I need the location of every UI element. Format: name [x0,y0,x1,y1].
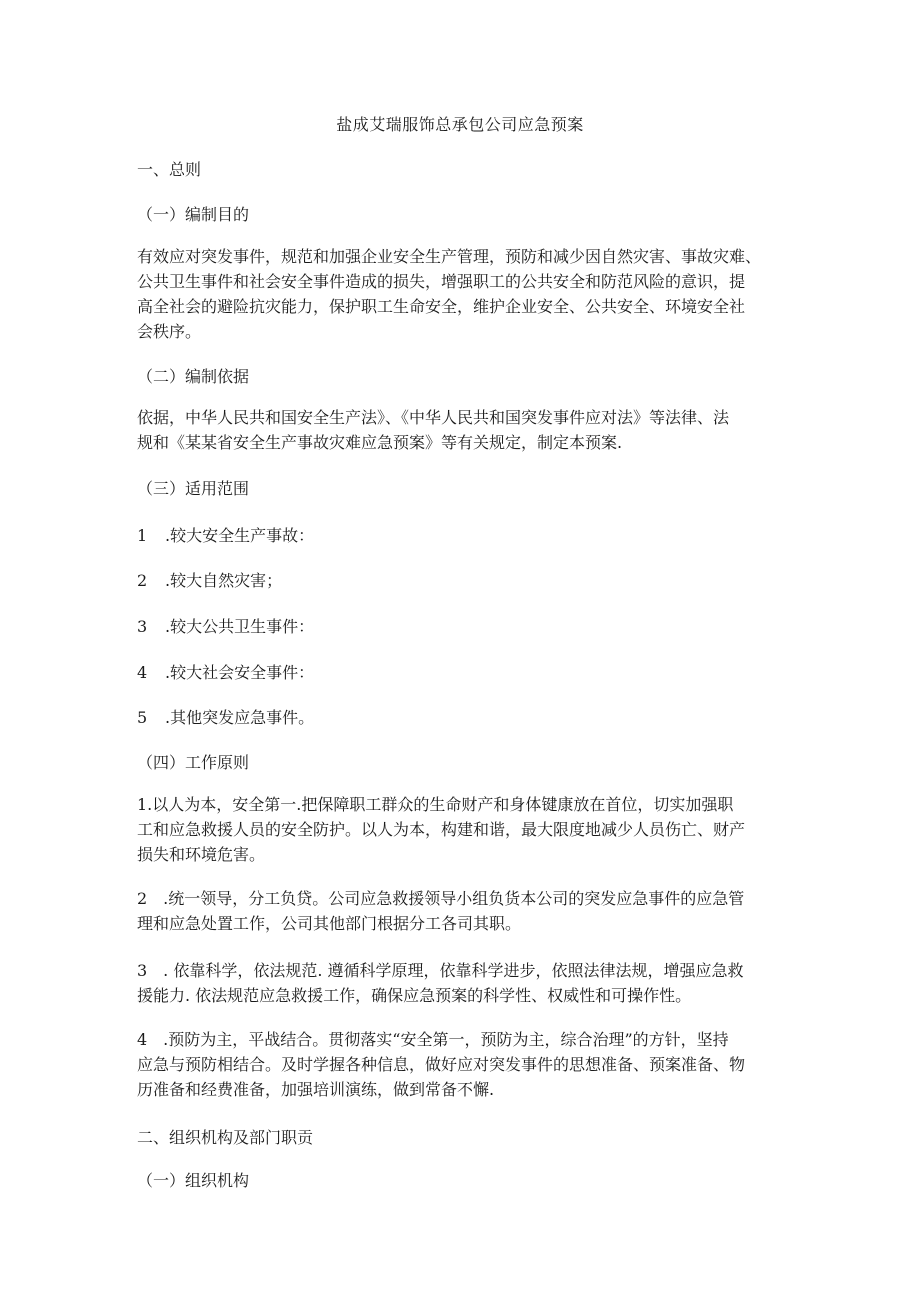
principle-3-paragraph [137,958,785,1008]
paragraph-line: 3 . 依靠科学，依法规范. 遵循科学原理，依靠科学进步，依照法律法规，增强应急救 [137,961,744,980]
scope-item [137,568,282,591]
paragraph-line: 应急与预防相结合。及时学握各种信息，做好应对突发事件的思想准备、预案准备、物 [137,1055,746,1074]
basis-paragraph [137,405,785,455]
scope-item-text: .较大安全生产事故： [165,526,315,545]
principle-4-paragraph [137,1027,785,1102]
document-title: 盐成艾瑞服饰总承包公司应急预案 [336,115,584,134]
section-1-3-heading: （三）适用范围 [137,479,250,498]
scope-item-text: .较大公共卫生事件： [165,617,315,636]
principle-1-paragraph [137,792,785,867]
paragraph-line: 理和应急处置工作，公司其他部门根据分工各司其职。 [137,914,522,933]
paragraph-line: 损失和环境危害。 [137,845,266,864]
paragraph-line: 规和《某某省安全生产事故灾难应急预案》等有关规定，制定本预案. [137,433,623,452]
paragraph-line: 2 .统一领导，分工负贷。公司应急救援领导小组负货本公司的突发应急事件的应急管 [137,889,745,908]
scope-item-text: .其他突发应急事件。 [165,708,315,727]
scope-item-number: 3 [137,617,148,636]
paragraph-line: 1.以人为本，安全第一.把保障职工群众的生命财产和身体键康放在首位，切实加强职 [137,795,734,814]
scope-item-number: 5 [137,708,148,727]
purpose-paragraph [137,244,785,344]
scope-item-number: 2 [137,571,148,590]
scope-item [137,523,314,546]
scope-item-number: 1 [137,526,148,545]
scope-item [137,614,314,637]
principle-2-paragraph [137,886,785,936]
section-1-1-heading: （一）编制目的 [137,205,250,224]
section-1-4-heading: （四）工作原则 [137,753,250,772]
scope-item-number: 4 [137,663,148,682]
paragraph-line: 公共卫生事件和社会安全事件造成的损失，增强职工的公共安全和防范风险的意识，提 [137,272,746,291]
paragraph-line: 援能力. 依法规范应急救援工作，确保应急预案的科学性、权威性和可操作性。 [137,986,692,1005]
paragraph-line: 高全社会的避险抗灾能力，保护职工生命安全，维护企业安全、公共安全、环境安全社 [137,297,746,316]
scope-item [137,660,314,683]
paragraph-line: 工和应急救援人员的安全防护。以人为本，构建和谐，最大限度地减少人员伤亡、财产 [137,820,746,839]
paragraph-line: 依据，中华人民共和国安全生产法》、《中华人民共和国突发事件应对法》等法律、法 [137,408,730,427]
scope-item-text: .较大自然灾害； [165,571,283,590]
section-1-heading: 一、总则 [137,160,202,179]
paragraph-line: 有效应对突发事件，规范和加强企业安全生产管理，预防和减少因自然灾害、事故灾难、 [137,247,762,266]
paragraph-line: 历准备和经费准备，加强培训演练，做到常备不懈. [137,1080,495,1099]
paragraph-line: 会秩序。 [137,322,202,341]
paragraph-line: 4 .预防为主，平战结合。贯彻落实“安全第一，预防为主，综合治理”的方针，坚持 [137,1030,729,1049]
scope-item [137,705,314,728]
section-1-2-heading: （二）编制依据 [137,367,250,386]
section-2-1-heading: （一）组织机构 [137,1171,250,1190]
scope-item-text: .较大社会安全事件： [165,663,315,682]
section-2-heading: 二、组织机构及部门职贡 [137,1128,314,1147]
